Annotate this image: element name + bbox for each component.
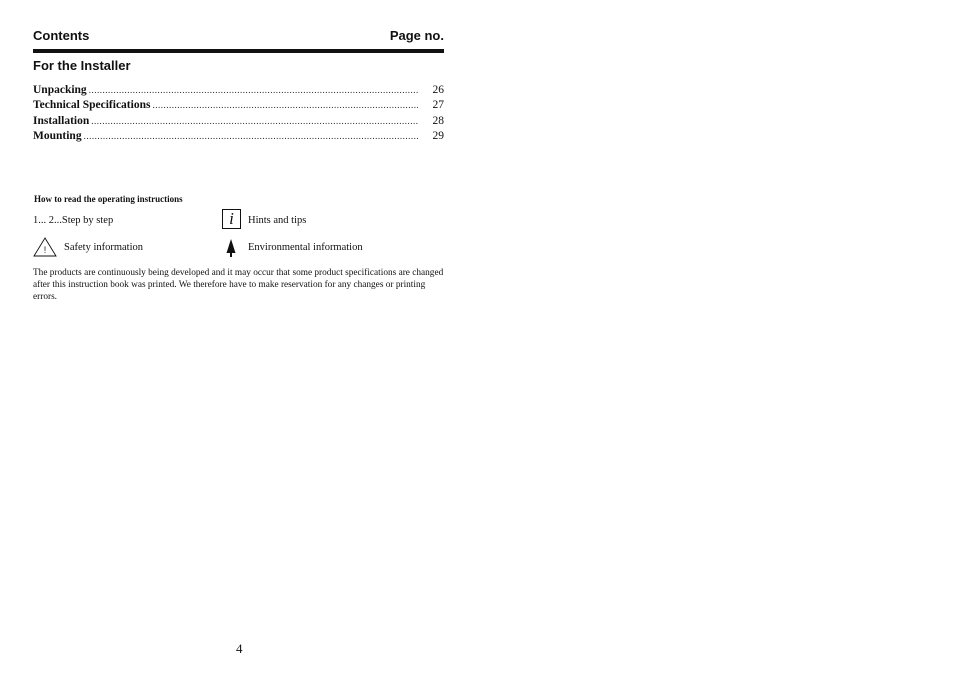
toc-dot-leader <box>84 129 418 144</box>
tree-icon <box>226 239 236 257</box>
toc-dot-leader <box>152 98 418 113</box>
table-of-contents <box>33 83 444 144</box>
page-no-heading: Page no. <box>389 28 444 43</box>
toc-entry-page: 28 <box>432 114 444 127</box>
hints-label: Hints and tips <box>248 215 307 226</box>
howto-title: How to read the operating instructions <box>34 194 183 204</box>
contents-title: Contents <box>33 28 90 43</box>
toc-dot-leader <box>89 83 418 98</box>
toc-entry-label: Technical Specifications <box>33 99 151 112</box>
toc-entry-unpacking[interactable] <box>33 83 444 98</box>
toc-entry-label: Installation <box>33 114 90 127</box>
toc-entry-mounting[interactable] <box>33 129 444 144</box>
toc-entry-installation[interactable] <box>33 114 444 129</box>
warning-triangle-icon <box>33 237 57 257</box>
toc-entry-page: 26 <box>432 84 444 96</box>
contents-page <box>33 27 444 144</box>
toc-entry-label: Unpacking <box>33 84 87 96</box>
disclaimer-text: The products are continuously being developed and it may occur that some product specifications are changed after this instruction book was printed. We therefore have to make reservation for any changes or printing errors. <box>33 268 444 302</box>
safety-label: Safety information <box>64 242 144 253</box>
toc-dot-leader <box>91 114 418 129</box>
warning-glyph: ! <box>43 245 47 255</box>
contents-header <box>33 27 444 45</box>
toc-entry-page: 29 <box>432 129 444 142</box>
toc-entry-label: Mounting <box>33 129 82 142</box>
header-divider <box>33 49 444 53</box>
section-title: For the Installer <box>33 58 131 73</box>
toc-entry-page: 27 <box>432 99 444 112</box>
step-by-step-label: 1... 2...Step by step <box>33 215 114 226</box>
page-number: 4 <box>236 641 243 656</box>
toc-entry-technical-specifications[interactable] <box>33 98 444 113</box>
environmental-label: Environmental information <box>248 242 363 253</box>
info-icon: i <box>222 209 241 229</box>
